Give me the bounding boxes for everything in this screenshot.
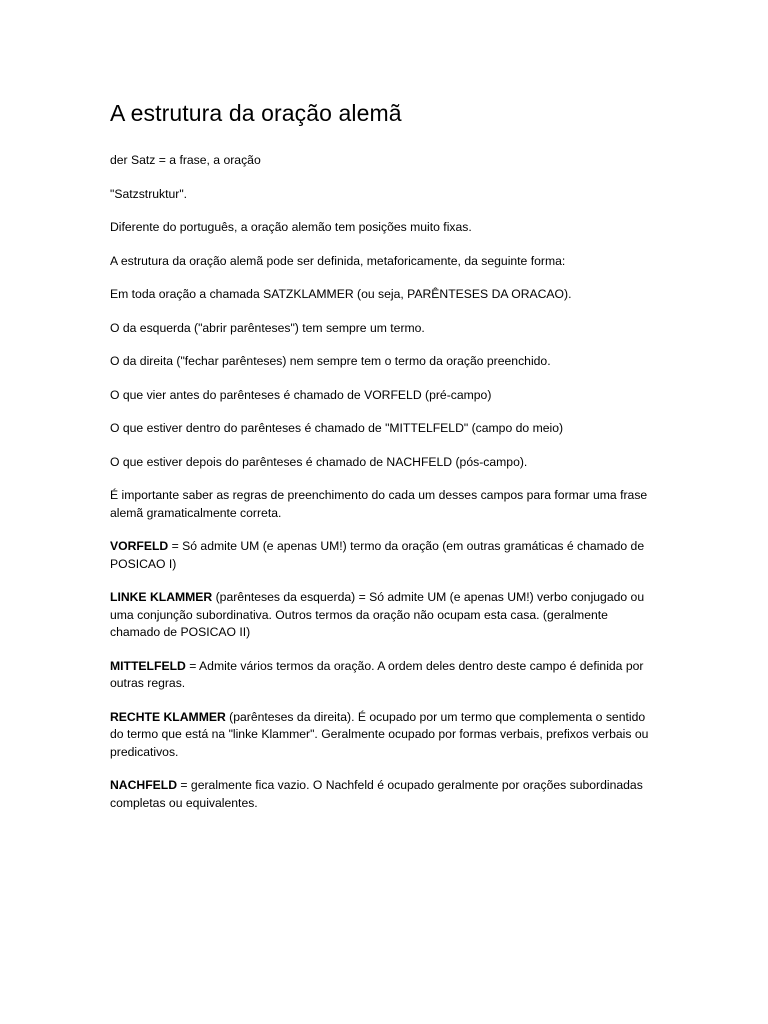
definition-nachfeld: [110, 777, 655, 812]
definition-rechte-klammer: [110, 709, 655, 762]
paragraph: O que estiver depois do parênteses é chamado de NACHFELD (pós-campo).: [110, 454, 528, 469]
paragraph: O da esquerda ("abrir parênteses") tem sempre um termo.: [110, 320, 425, 335]
definition-term: VORFELD: [110, 539, 169, 553]
paragraph: É importante saber as regras de preenchimento do cada um desses campos para formar uma frase alemã gramaticalmente correta.: [110, 488, 648, 520]
definition-mittelfeld: [110, 658, 655, 693]
definition-text: = Só admite UM (e apenas UM!) termo da oração (em outras gramáticas é chamado de POSICAO I): [110, 539, 645, 571]
definition-text: = Admite vários termos da oração. A ordem deles dentro deste campo é definida por outras regras.: [110, 658, 644, 690]
paragraph: O que estiver dentro do parênteses é chamado de "MITTELFELD" (campo do meio): [110, 421, 564, 435]
document-page: [110, 96, 655, 828]
definition-term: RECHTE KLAMMER: [110, 709, 226, 724]
paragraph: der Satz = a frase, a oração: [110, 153, 261, 167]
paragraph: "Satzstruktur".: [110, 186, 188, 201]
paragraph: Em toda oração a chamada SATZKLAMMER (ou seja, PARÊNTESES DA ORACAO).: [110, 287, 572, 301]
definition-text: (parênteses da direita). É ocupado por um termo que complementa o sentido do termo que está na "linke Klammer". Geralmente ocupado por formas verbais, prefixos verbais ou predicativos.: [110, 709, 649, 759]
definition-term: MITTELFELD: [110, 658, 186, 673]
paragraph: Diferente do português, a oração alemão tem posições muito fixas.: [110, 220, 472, 234]
definition-text: = geralmente fica vazio. O Nachfeld é ocupado geralmente por orações subordinadas completas ou equivalentes.: [110, 778, 643, 810]
definition-term: LINKE KLAMMER: [110, 590, 213, 604]
paragraph: O da direita ("fechar parênteses) nem sempre tem o termo da oração preenchido.: [110, 354, 551, 368]
document-title: A estrutura da oração alemã: [110, 100, 402, 126]
paragraph: A estrutura da oração alemã pode ser definida, metaforicamente, da seguinte forma:: [110, 253, 566, 268]
paragraph: O que vier antes do parênteses é chamado de VORFELD (pré-campo): [110, 387, 492, 402]
definition-linke-klammer: [110, 589, 655, 642]
definition-vorfeld: [110, 538, 655, 573]
definition-text: (parênteses da esquerda) = Só admite UM (e apenas UM!) verbo conjugado ou uma conjunção subordinativa. Outros termos da oração não ocupam esta casa. (geralmente chamado de POSICAO II): [110, 590, 645, 639]
definition-term: NACHFELD: [110, 778, 178, 792]
